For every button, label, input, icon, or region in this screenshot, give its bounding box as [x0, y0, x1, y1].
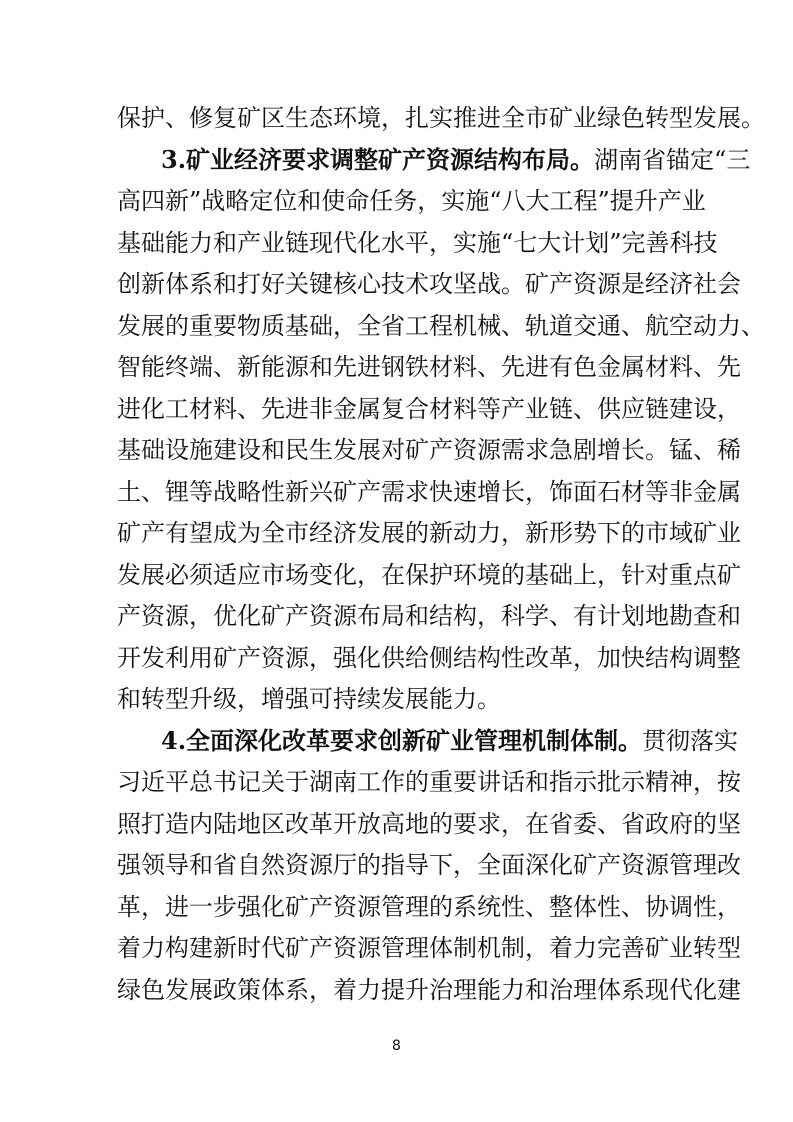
- text-line: 创新体系和打好关键核心技术攻坚战。矿产资源是经济社会: [117, 270, 741, 298]
- page-number: 8: [392, 1038, 401, 1054]
- text-line: 矿产有望成为全市经济发展的新动力，新形势下的市域矿业: [117, 519, 741, 547]
- text-line: 基础设施建设和民生发展对矿产资源需求急剧增长。锰、稀: [117, 436, 741, 464]
- text-line: 开发利用矿产资源，强化供给侧结构性改革，加快结构调整: [117, 643, 741, 672]
- text-line: 发展必须适应市场变化，在保护环境的基础上，针对重点矿: [117, 560, 741, 589]
- section-3-heading: 3.矿业经济要求调整矿产资源结构布局。: [161, 144, 595, 174]
- text-line: 保护、修复矿区生态环境，扎实推进全市矿业绿色转型发展。: [117, 104, 765, 132]
- text-line: 智能终端、新能源和先进钢铁材料、先进有色金属材料、先: [117, 353, 741, 381]
- text-line: 高四新”战略定位和使命任务，实施“八大工程”提升产业: [117, 187, 706, 215]
- section-4-line: [161, 721, 739, 761]
- section-4-heading: 4.全面深化改革要求创新矿业管理机制体制。: [161, 725, 643, 755]
- text-line: 强领导和省自然资源厅的指导下，全面深化矿产资源管理改: [117, 851, 741, 879]
- text-line: 产资源，优化矿产资源布局和结构，科学、有计划地勘查和: [117, 602, 741, 630]
- section-4-lead: 贯彻落实: [642, 726, 739, 755]
- text-line: 基础能力和产业链现代化水平，实施“七大计划”完善科技: [117, 228, 718, 257]
- text-line: 绿色发展政策体系，着力提升治理能力和治理体系现代化建: [117, 975, 741, 1004]
- text-line: 照打造内陆地区改革开放高地的要求，在省委、省政府的坚: [117, 809, 741, 838]
- text-line: 土、锂等战略性新兴矿产需求快速增长，饰面石材等非金属: [117, 477, 741, 506]
- text-line: 和转型升级，增强可持续发展能力。: [117, 685, 501, 713]
- text-line: 进化工材料、先进非金属复合材料等产业链、供应链建设，: [117, 394, 741, 423]
- section-3-line: [161, 140, 751, 180]
- text-line: 习近平总书记关于湖南工作的重要讲话和指示批示精神，按: [117, 768, 741, 796]
- section-3-lead: 湖南省锚定“三: [594, 145, 751, 174]
- text-line: 发展的重要物质基础，全省工程机械、轨道交通、航空动力、: [117, 311, 765, 340]
- text-line: 革，进一步强化矿产资源管理的系统性、整体性、协调性，: [117, 892, 741, 921]
- text-line: 着力构建新时代矿产资源管理体制机制，着力完善矿业转型: [117, 934, 741, 962]
